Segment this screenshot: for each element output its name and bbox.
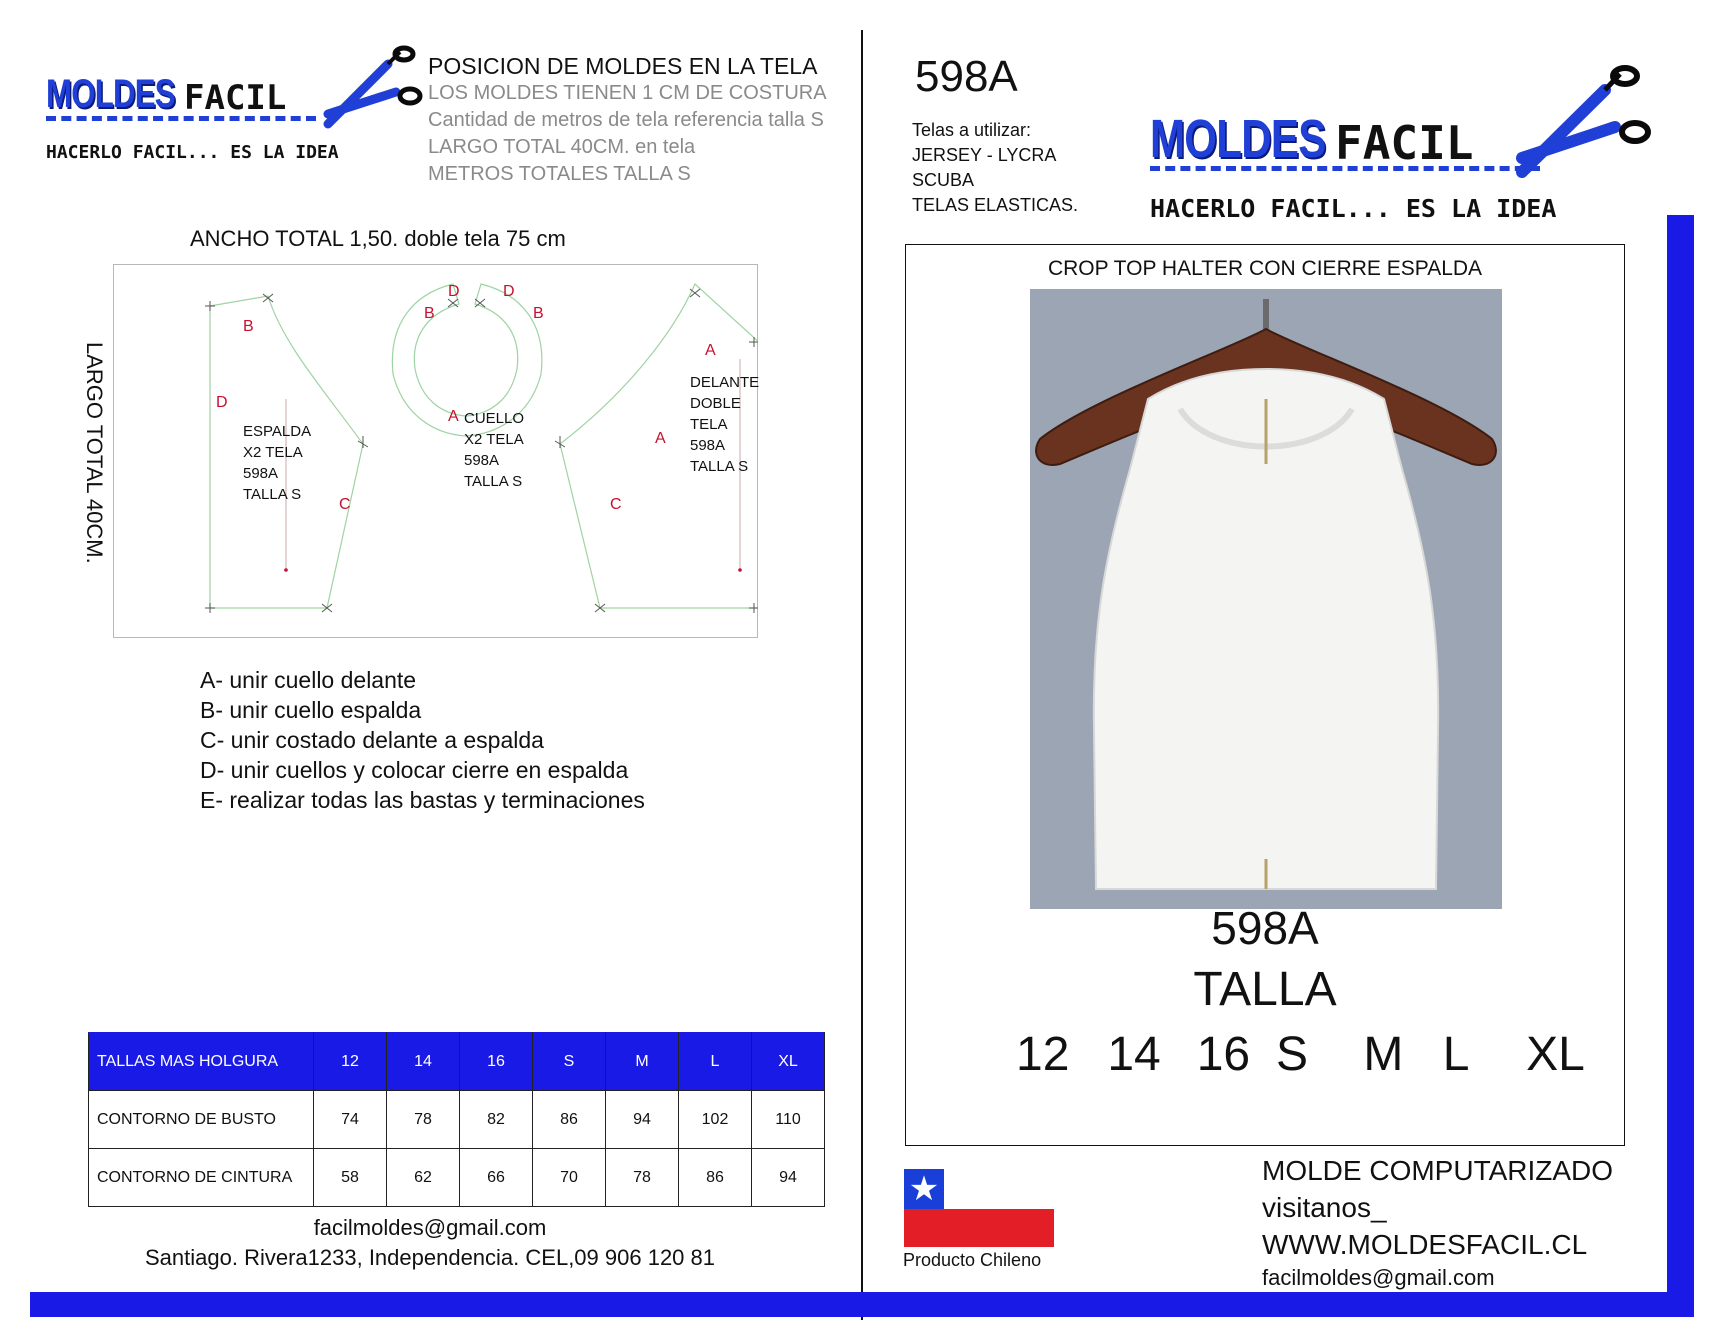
size-option: 14	[1107, 1028, 1161, 1081]
talla-label: TALLA	[1193, 963, 1337, 1016]
header-title: POSICION DE MOLDES EN LA TELA	[428, 53, 818, 79]
size-option: L	[1442, 1028, 1470, 1081]
header-line-3: LARGO TOTAL 40CM. en tela	[428, 136, 696, 158]
product-title: CROP TOP HALTER CON CIERRE ESPALDA	[1047, 257, 1483, 280]
label-delante: DELANTE DOBLE TELA 598A TALLA S	[690, 374, 760, 475]
instructions-list	[200, 665, 645, 815]
instruction-item: B- unir cuello espalda	[200, 697, 422, 723]
fabric-item: TELAS ELASTICAS.	[912, 195, 1079, 215]
scissors-icon	[318, 44, 428, 134]
scissors-icon	[1510, 62, 1660, 182]
mark-a-delante: A	[655, 430, 666, 447]
size-table-header: TALLAS MAS HOLGURA 12 14 16 S M L XL	[89, 1033, 825, 1091]
header-line-4: METROS TOTALES TALLA S	[428, 163, 691, 185]
instruction-item: C- unir costado delante a espalda	[200, 727, 544, 753]
mark-a-cuello: A	[448, 408, 459, 425]
mark-d-espalda: D	[216, 394, 228, 411]
size-option: 16	[1196, 1028, 1251, 1081]
size-option: 12	[1016, 1028, 1070, 1081]
mark-d-cuello-right: D	[503, 283, 515, 300]
bottom-blue-bar	[30, 1292, 1694, 1317]
table-row: CONTORNO DE BUSTO 74 78 82 86 94 102 110	[89, 1091, 825, 1149]
brand-tagline: HACERLO FACIL... ES LA IDEA	[46, 142, 339, 163]
label-espalda: ESPALDA X2 TELA 598A TALLA S	[243, 423, 312, 503]
footer-address: Santiago. Rivera1233, Independencia. CEL,09 906 120 81	[145, 1245, 715, 1270]
size-table	[88, 1032, 825, 1207]
pattern-drawing	[113, 264, 758, 638]
size-option: XL	[1526, 1028, 1585, 1081]
size-list	[1016, 1027, 1585, 1082]
molde-computarizado: MOLDE COMPUTARIZADO	[1262, 1155, 1614, 1186]
right-blue-bar	[1667, 215, 1694, 1315]
mark-b-cuello-right: B	[533, 305, 544, 322]
visit-label: visitanos_	[1262, 1192, 1387, 1223]
mark-a-delante-top: A	[705, 342, 716, 359]
table-row: CONTORNO DE CINTURA 58 62 66 70 78 86 94	[89, 1149, 825, 1207]
mark-c-espalda: C	[339, 496, 351, 513]
mark-c-delante: C	[610, 496, 622, 513]
size-option: M	[1363, 1028, 1404, 1081]
instruction-item: D- unir cuellos y colocar cierre en espalda	[200, 757, 629, 783]
fabrics-block	[912, 118, 1078, 218]
mark-d-cuello-left: D	[448, 283, 460, 300]
mark-b-espalda: B	[243, 318, 254, 335]
instruction-item: E- realizar todas las bastas y terminaciones	[200, 787, 645, 813]
largo-total-label: LARGO TOTAL 40CM.	[82, 342, 107, 564]
instruction-item: A- unir cuello delante	[200, 667, 417, 693]
header-line-2: Cantidad de metros de tela referencia talla S	[428, 109, 824, 131]
ancho-total-label: ANCHO TOTAL 1,50. doble tela 75 cm	[190, 226, 566, 251]
big-product-code: 598A	[1211, 902, 1319, 954]
right-footer	[1262, 1152, 1613, 1293]
star-icon: ★	[908, 1170, 940, 1208]
brand-name-facil: FACIL	[1335, 116, 1474, 170]
pattern-layout	[113, 264, 758, 638]
fabric-item: SCUBA	[912, 170, 975, 190]
brand-name-moldes: MOLDES	[46, 72, 175, 116]
footer-email-left: facilmoldes@gmail.com	[313, 1215, 547, 1240]
brand-logo-right	[1150, 108, 1670, 228]
brand-tagline: HACERLO FACIL... ES LA IDEA	[1150, 194, 1557, 223]
header-line-1: LOS MOLDES TIENEN 1 CM DE COSTURA	[428, 82, 827, 104]
label-cuello: CUELLO X2 TELA 598A TALLA S	[464, 410, 525, 490]
brand-name-moldes: MOLDES	[1150, 109, 1326, 169]
mark-b-cuello-left: B	[424, 305, 435, 322]
product-photo	[1030, 289, 1502, 909]
brand-logo-left	[46, 72, 426, 172]
website-link[interactable]: WWW.MOLDESFACIL.CL	[1262, 1229, 1588, 1260]
footer-email-right[interactable]: facilmoldes@gmail.com	[1262, 1265, 1495, 1290]
brand-name-facil: FACIL	[184, 78, 287, 118]
size-option: S	[1276, 1028, 1309, 1081]
product-code: 598A	[915, 52, 1018, 101]
fabrics-title: Telas a utilizar:	[912, 120, 1032, 140]
page-divider	[861, 30, 863, 1320]
chile-flag	[904, 1169, 1054, 1249]
fabric-item: JERSEY - LYCRA	[912, 145, 1057, 165]
flag-caption: Producto Chileno	[903, 1250, 1042, 1270]
left-header	[428, 52, 868, 188]
product-frame	[905, 244, 1625, 1146]
